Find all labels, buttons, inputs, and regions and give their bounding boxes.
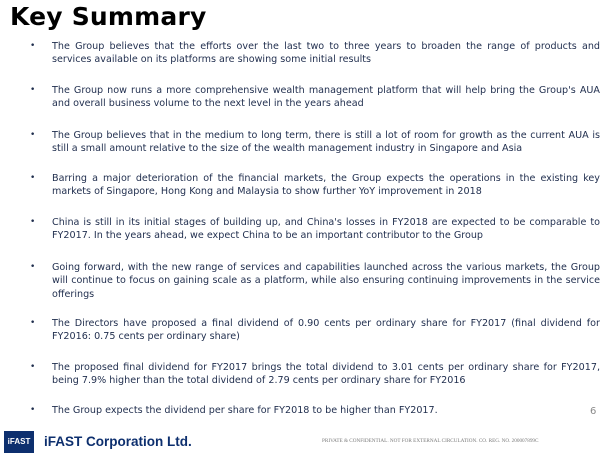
list-item	[30, 129, 600, 156]
bullet-marker: •	[30, 130, 36, 140]
company-name: iFAST Corporation Ltd.	[44, 434, 192, 449]
bullet-marker: •	[30, 173, 36, 183]
bullet-marker: •	[30, 362, 36, 372]
bullet-text: The Group expects the dividend per share for FY2018 to be higher than FY2017.	[52, 405, 438, 416]
bullet-marker: •	[30, 85, 36, 95]
list-item	[30, 40, 600, 67]
list-item	[30, 361, 600, 388]
footer	[0, 429, 616, 459]
list-item	[30, 172, 600, 199]
bullet-text: The proposed final dividend for FY2017 brings the total dividend to 3.01 cents per ordinary share for FY2017, being 7.9% higher than the total dividend of 2.79 cents per ordinary share for FY2016	[52, 362, 600, 387]
company-logo: iFAST	[4, 431, 34, 453]
confidential-notice: PRIVATE & CONFIDENTIAL. NOT FOR EXTERNAL CIRCULATION. CO. REG. NO. 200007899C	[322, 438, 539, 444]
bullet-marker: •	[30, 217, 36, 227]
bullet-text: The Group believes that in the medium to long term, there is still a lot of room for growth as the current AUA is still a small amount relative to the size of the wealth management industry in Singapore and Asia	[52, 130, 600, 155]
bullet-text: China is still in its initial stages of building up, and China's losses in FY2018 are expected to be comparable to FY2017. In the years ahead, we expect China to be an important contributor to the Group	[52, 217, 600, 242]
list-item	[30, 261, 600, 301]
bullet-marker: •	[30, 405, 36, 415]
bullet-text: The Group now runs a more comprehensive wealth management platform that will help bring the Group's AUA and overall business volume to the next level in the years ahead	[52, 85, 600, 110]
bullet-marker: •	[30, 262, 36, 272]
bullet-marker: •	[30, 318, 36, 328]
list-item	[30, 404, 600, 417]
bullet-text: The Directors have proposed a final dividend of 0.90 cents per ordinary share for FY2017 (final dividend for FY2016: 0.75 cents per ordinary share)	[52, 318, 600, 343]
bullet-marker: •	[30, 41, 36, 51]
list-item	[30, 317, 600, 344]
list-item	[30, 84, 600, 111]
bullet-text: The Group believes that the efforts over the last two to three years to broaden the range of products and services available on its platforms are showing some initial results	[52, 41, 600, 66]
list-item	[30, 216, 600, 243]
bullet-text: Going forward, with the new range of services and capabilities launched across the various markets, the Group will continue to focus on gaining scale as a platform, while also ensuring continuing improvements in the service offerings	[52, 262, 600, 300]
bullet-text: Barring a major deterioration of the financial markets, the Group expects the operations in the existing key markets of Singapore, Hong Kong and Malaysia to show further YoY improvement in 2018	[52, 173, 600, 198]
page-title: Key Summary	[10, 2, 207, 31]
page-number: 6	[590, 406, 597, 417]
